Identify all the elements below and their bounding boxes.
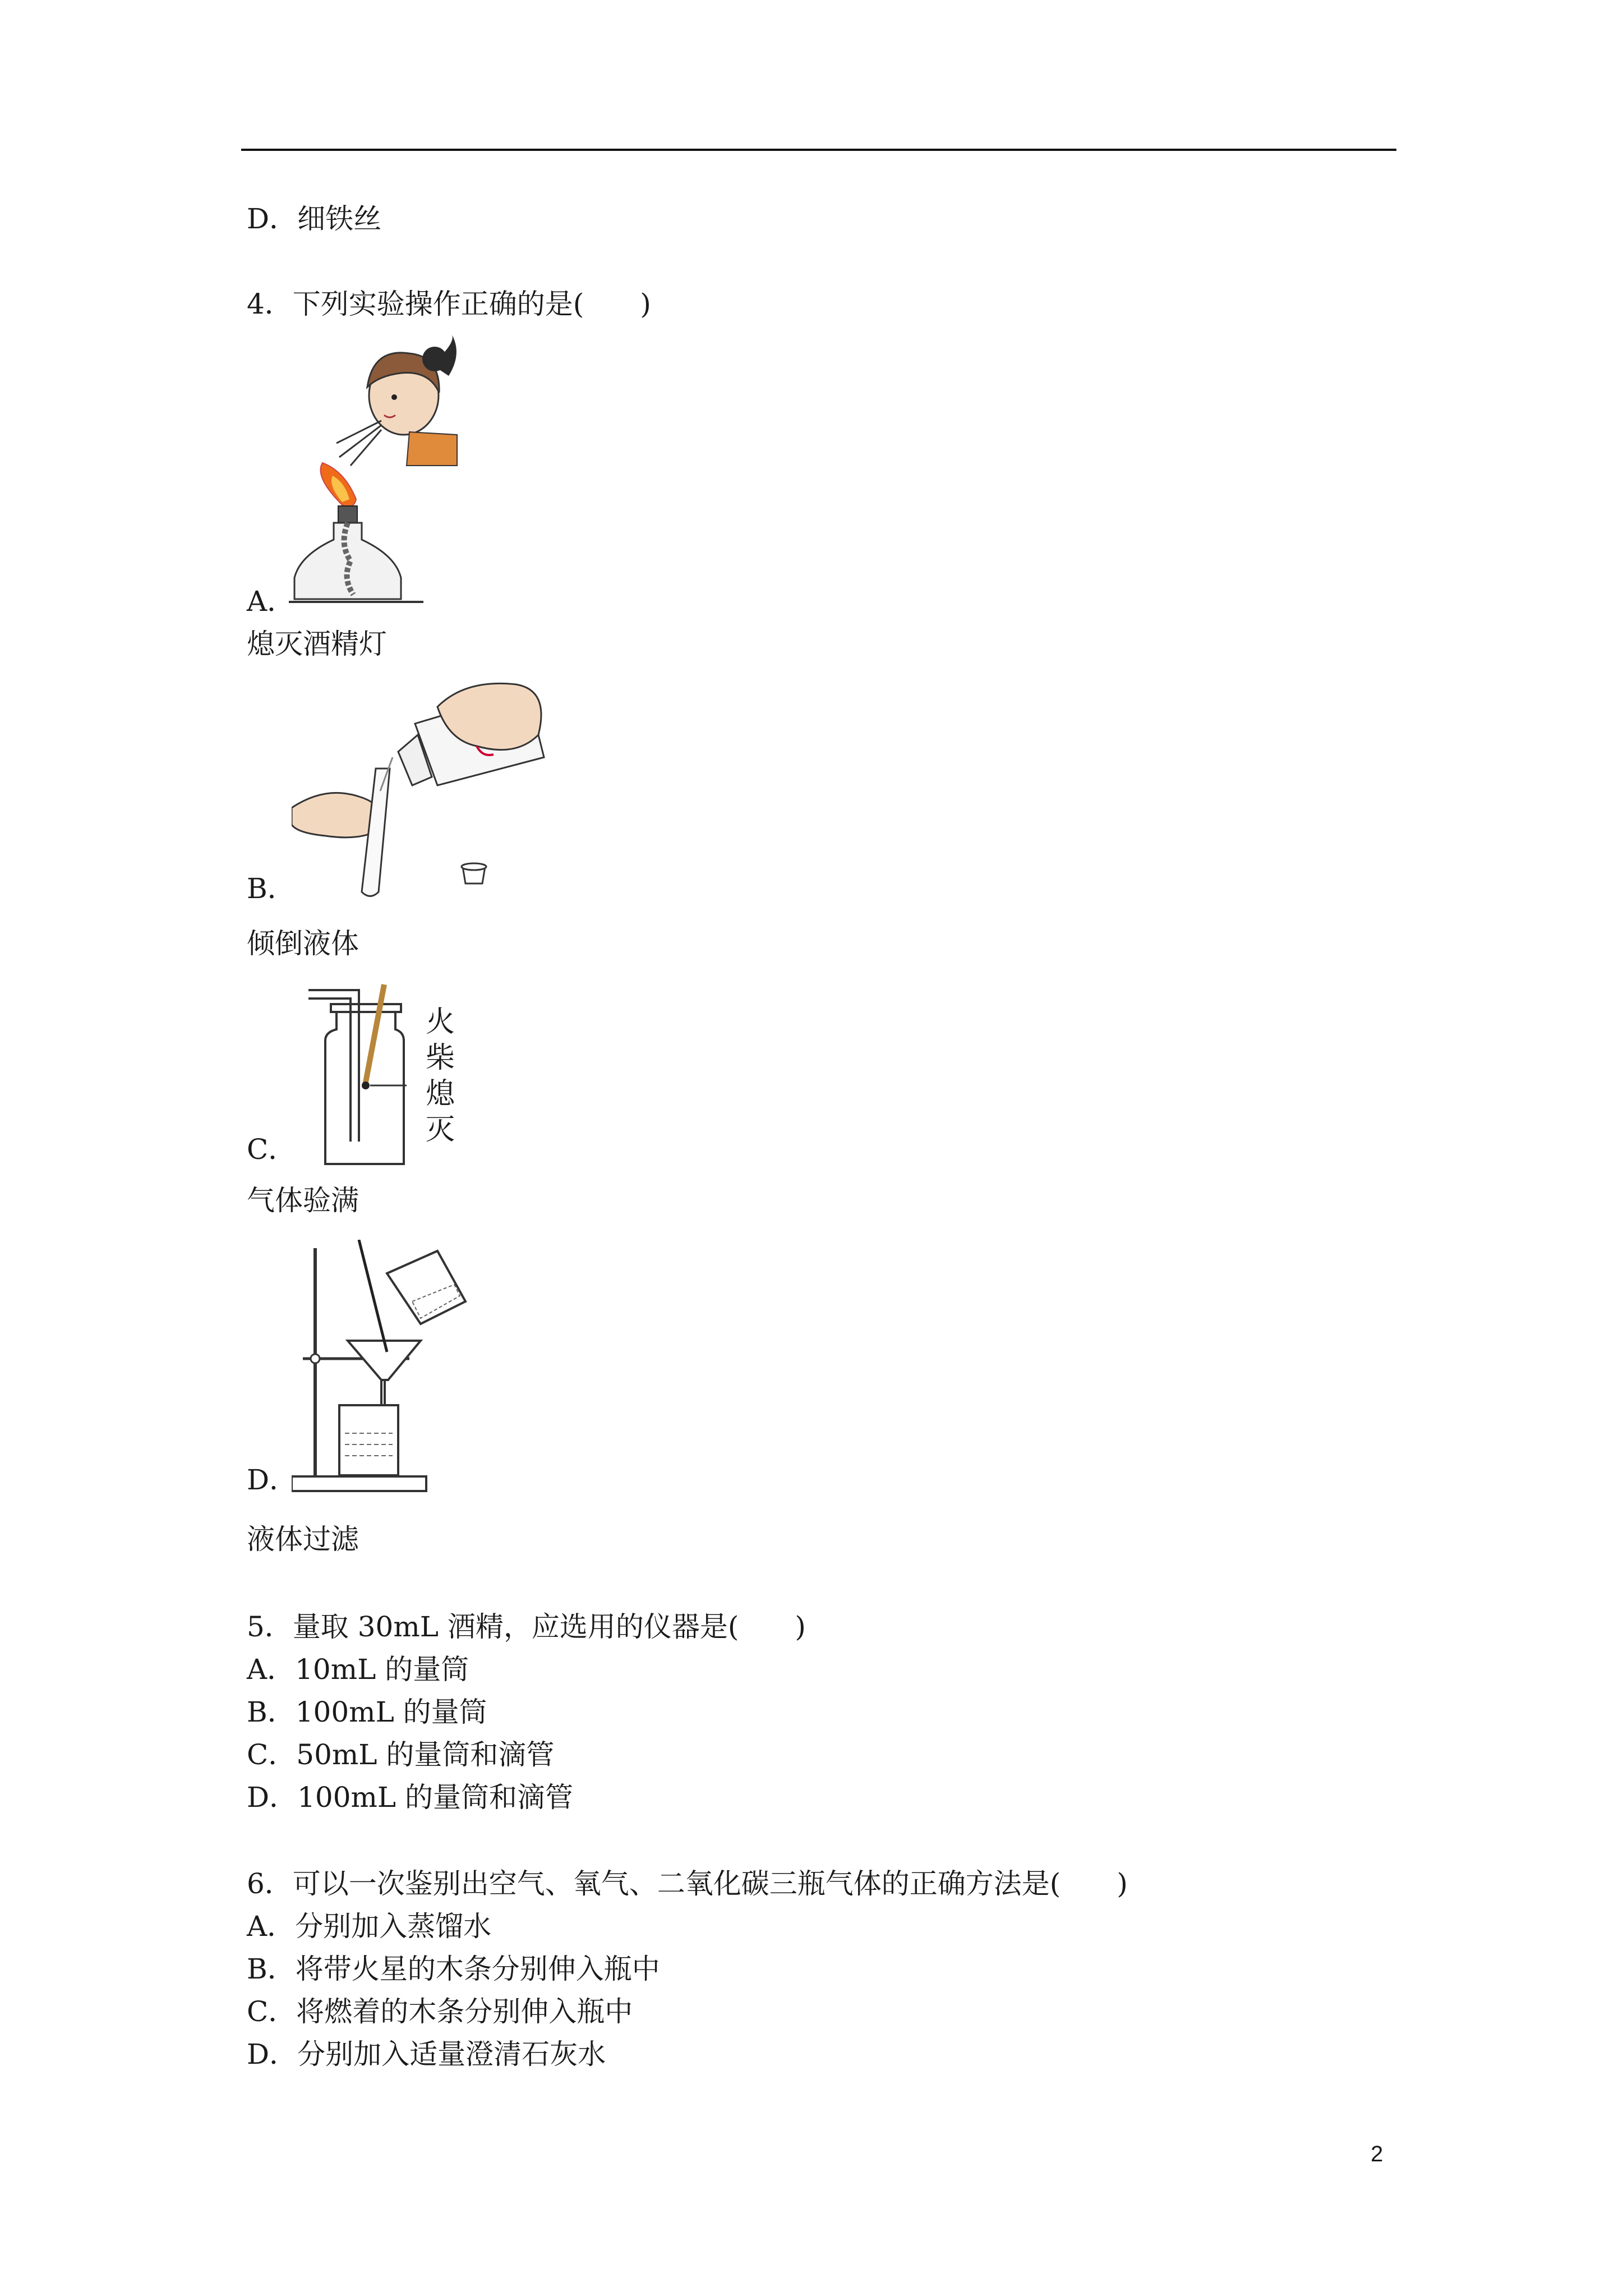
figure-c-label	[423, 1004, 457, 1148]
q6-option-d: D．分别加入适量澄清石灰水	[247, 2038, 606, 2070]
alcohol-lamp-blowing-figure	[289, 331, 468, 611]
q3-option-d: D．细铁丝	[247, 203, 382, 235]
q5-option-b: B．100mL 的量筒	[247, 1696, 487, 1728]
q4-option-c-caption: 气体验满	[247, 1184, 359, 1217]
q5-option-a: A．10mL 的量筒	[247, 1653, 469, 1686]
q4-option-a-letter: A．	[247, 585, 296, 618]
label-char: 柴	[425, 1041, 455, 1075]
q5-option-d: D．100mL 的量筒和滴管	[247, 1781, 574, 1814]
label-char: 火	[425, 1005, 455, 1039]
q6-option-b: B．将带火星的木条分别伸入瓶中	[247, 1953, 660, 1985]
label-char: 熄	[425, 1077, 455, 1111]
q4-option-b-caption: 倾倒液体	[247, 927, 359, 960]
q4-option-c-letter: C．	[247, 1133, 297, 1166]
q6-option-a: A．分别加入蒸馏水	[247, 1910, 492, 1943]
q4-option-d-letter: D．	[247, 1464, 298, 1496]
pouring-liquid-figure	[292, 673, 550, 909]
header-rule	[241, 149, 1396, 151]
q4-option-b-letter: B．	[247, 872, 296, 905]
q6-stem: 6．可以一次鉴别出空气、氧气、二氧化碳三瓶气体的正确方法是( )	[247, 1867, 1128, 1900]
q4-stem: 4．下列实验操作正确的是( )	[247, 288, 651, 320]
filtration-figure	[292, 1240, 482, 1498]
q4-option-d-caption: 液体过滤	[247, 1523, 359, 1556]
q5-option-c: C．50mL 的量筒和滴管	[247, 1738, 555, 1771]
page-number: 2	[1371, 2142, 1384, 2166]
q4-option-a-caption: 熄灭酒精灯	[247, 628, 387, 660]
q6-option-c: C．将燃着的木条分别伸入瓶中	[247, 1995, 633, 2028]
label-char: 灭	[425, 1113, 455, 1147]
q5-stem: 5．量取 30mL 酒精，应选用的仪器是( )	[247, 1611, 806, 1643]
